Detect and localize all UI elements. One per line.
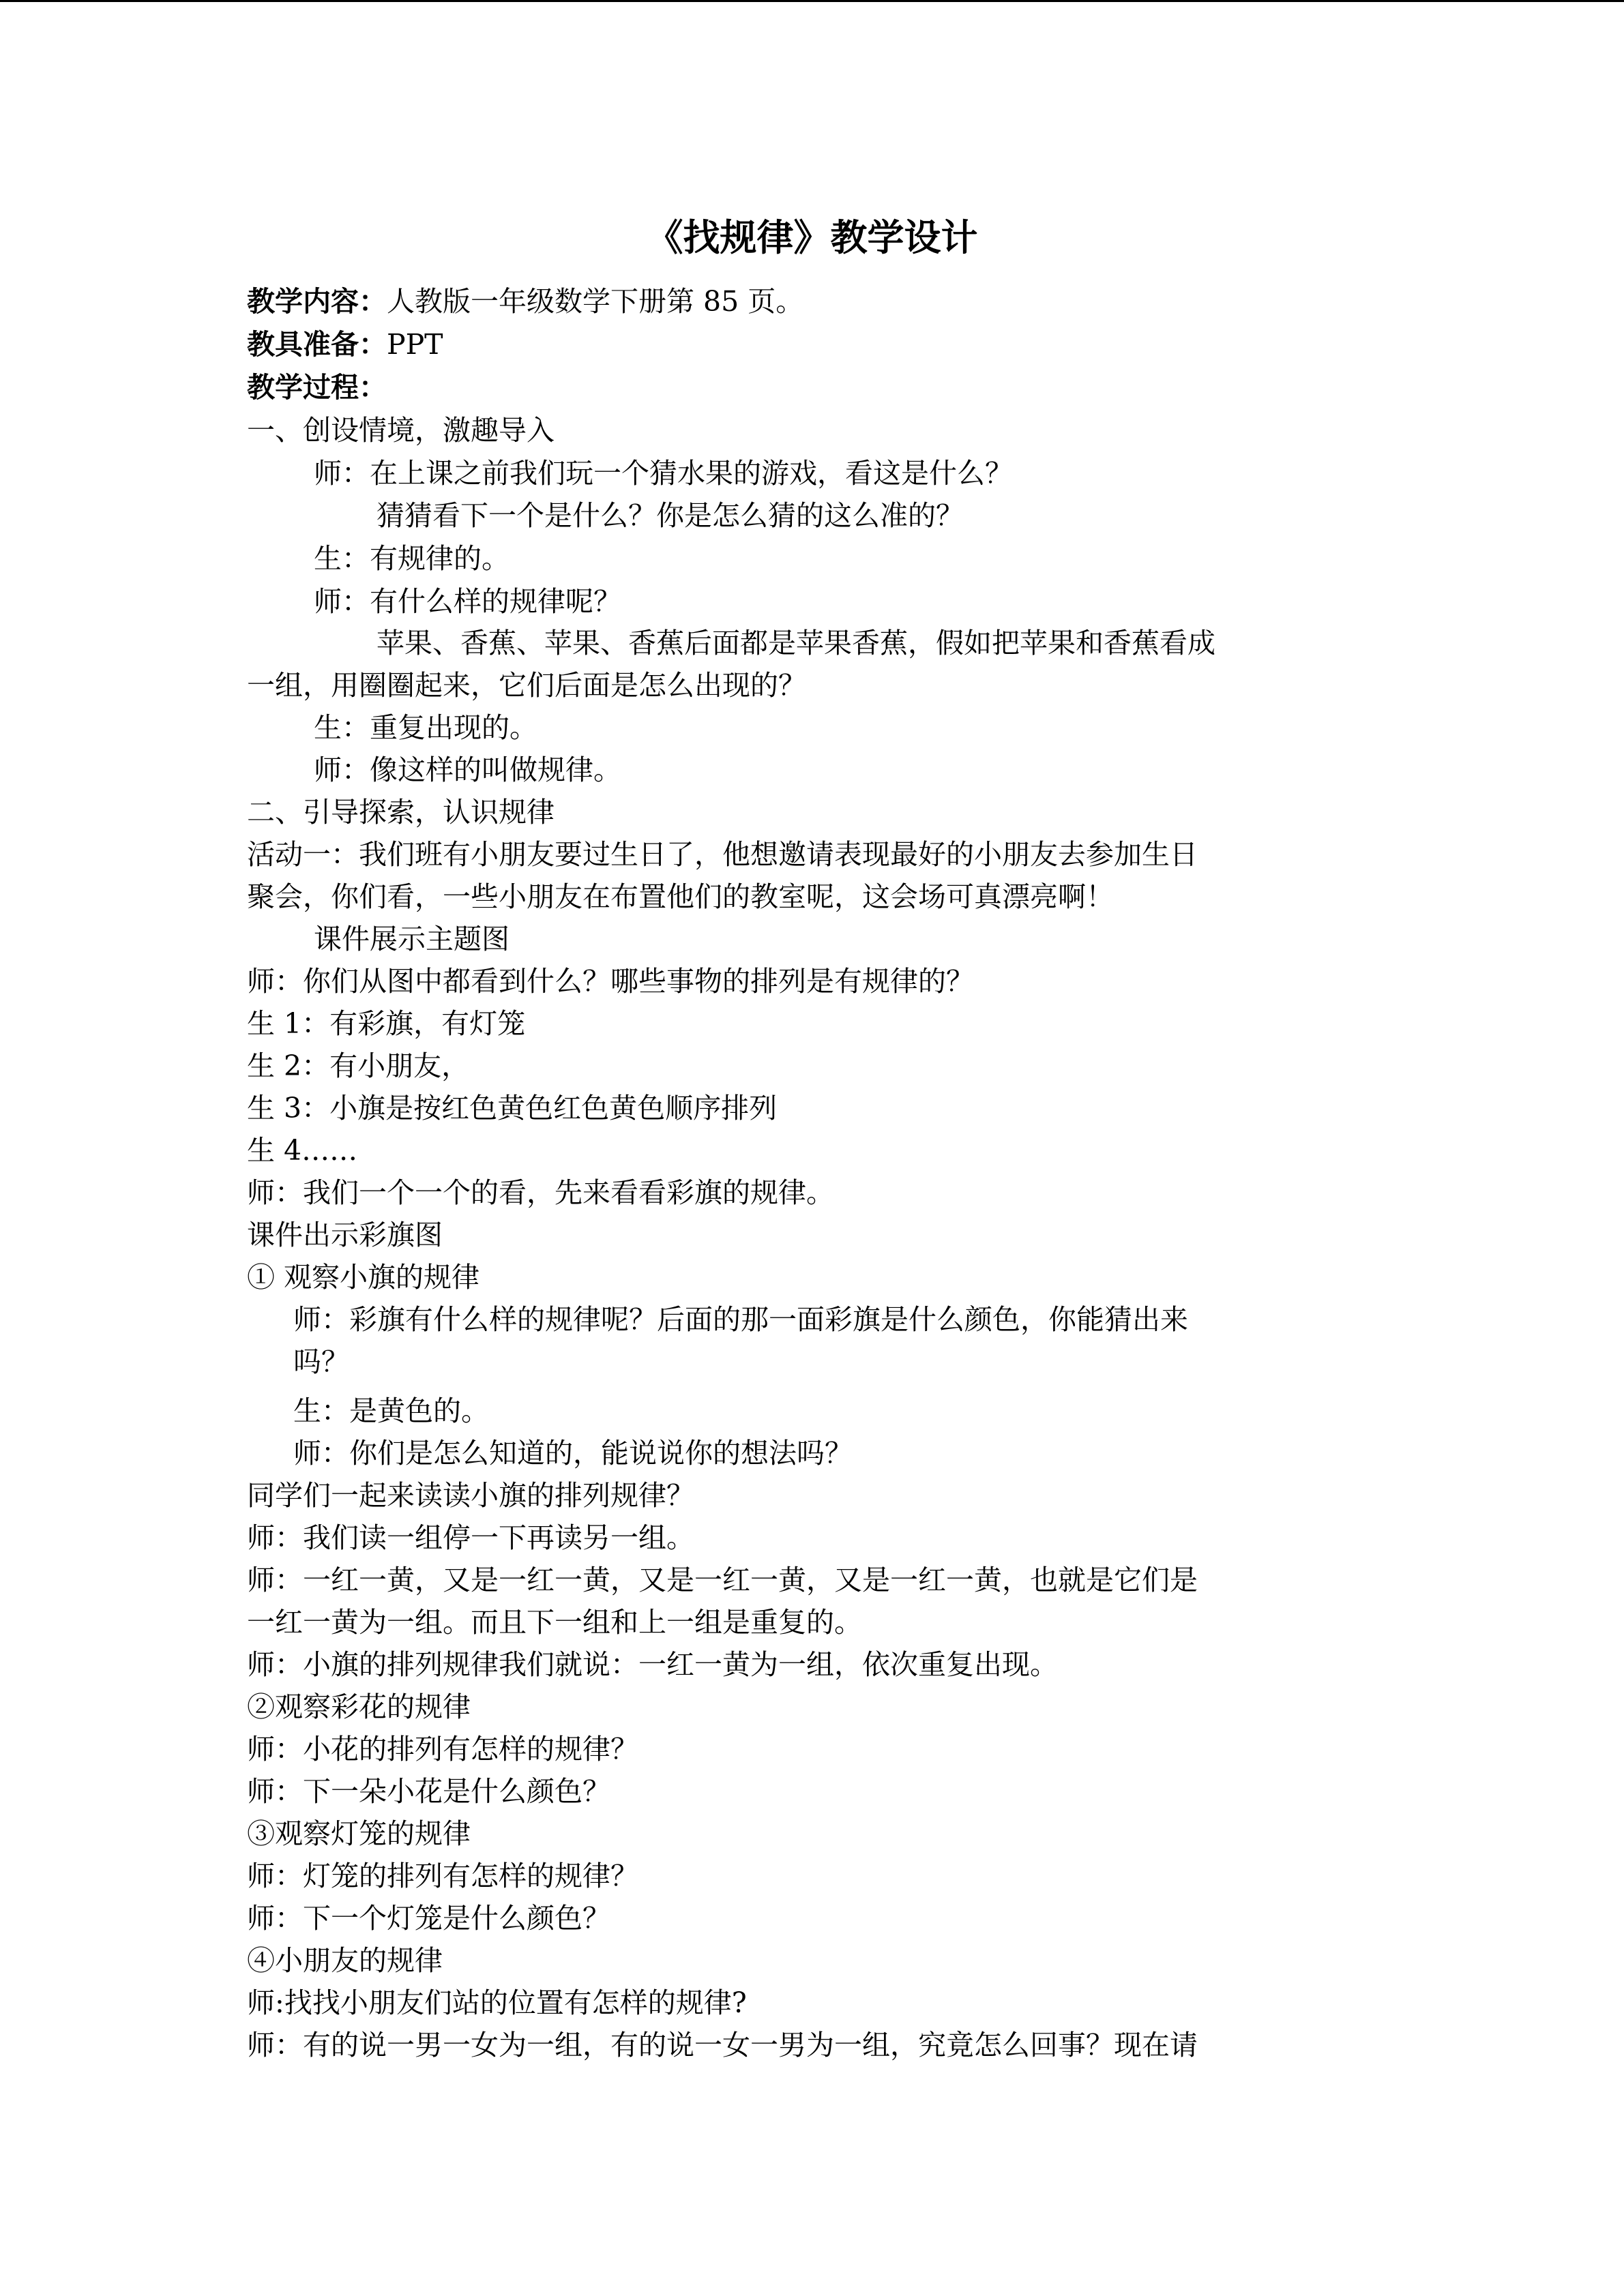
paragraph-line: 师：下一个灯笼是什么颜色？ bbox=[247, 1902, 610, 1935]
paragraph-line: 一组，用圈圈起来，它们后面是怎么出现的？ bbox=[247, 669, 806, 702]
section-heading: 一、创设情境，激趣导入 bbox=[247, 414, 555, 447]
meta-line-process bbox=[247, 367, 387, 408]
subsection-heading: ③观察灯笼的规律 bbox=[247, 1817, 471, 1850]
paragraph-line: 生 1：有彩旗，有灯笼 bbox=[247, 1007, 526, 1040]
meta-label: 教学过程： bbox=[247, 371, 387, 404]
paragraph-line: 师：有的说一男一女为一组，有的说一女一男为一组，究竟怎么回事？现在请 bbox=[247, 2029, 1198, 2061]
meta-label: 教具准备： bbox=[247, 328, 387, 361]
paragraph-line: 师：有什么样的规律呢？ bbox=[314, 585, 621, 618]
paragraph-line: 师：小旗的排列规律我们就说：一红一黄为一组，依次重复出现。 bbox=[247, 1648, 1058, 1681]
subsection-heading: ④小朋友的规律 bbox=[247, 1944, 443, 1977]
meta-line-tools bbox=[247, 324, 443, 365]
paragraph-line: 吗？ bbox=[293, 1345, 349, 1378]
paragraph-line: 师：小花的排列有怎样的规律？ bbox=[247, 1733, 638, 1765]
paragraph-line: 聚会，你们看，一些小朋友在布置他们的教室呢，这会场可真漂亮啊！ bbox=[247, 880, 1114, 913]
paragraph-line: 师：你们是怎么知道的，能说说你的想法吗？ bbox=[293, 1437, 853, 1470]
paragraph-line: 师：一红一黄，又是一红一黄，又是一红一黄，又是一红一黄，也就是它们是 bbox=[247, 1564, 1198, 1596]
meta-label: 教学内容： bbox=[247, 285, 387, 318]
paragraph-line: 生 3：小旗是按红色黄色红色黄色顺序排列 bbox=[247, 1092, 778, 1124]
paragraph-line: 师:找找小朋友们站的位置有怎样的规律? bbox=[247, 1986, 747, 2019]
paragraph-line: 师：彩旗有什么样的规律呢？后面的那一面彩旗是什么颜色，你能猜出来 bbox=[293, 1303, 1188, 1336]
paragraph-line: 生：重复出现的。 bbox=[314, 711, 537, 744]
paragraph-line: 猜猜看下一个是什么？你是怎么猜的这么准的？ bbox=[377, 499, 964, 532]
meta-line-content bbox=[247, 281, 803, 322]
paragraph-line: 师：我们读一组停一下再读另一组。 bbox=[247, 1521, 694, 1554]
meta-value: 人教版一年级数学下册第 85 页。 bbox=[387, 285, 804, 318]
section-heading: 二、引导探索，认识规律 bbox=[247, 796, 555, 829]
paragraph-line: 师：下一朵小花是什么颜色？ bbox=[247, 1775, 610, 1808]
top-border-line bbox=[0, 0, 1624, 2]
paragraph-line: 生 2：有小朋友， bbox=[247, 1049, 470, 1082]
paragraph-line: 生：有规律的。 bbox=[314, 542, 510, 575]
document-title: 《找规律》教学设计 bbox=[646, 215, 978, 259]
paragraph-line: 一红一黄为一组。而且下一组和上一组是重复的。 bbox=[247, 1606, 862, 1639]
subsection-heading: ②观察彩花的规律 bbox=[247, 1690, 471, 1723]
paragraph-line: 师：灯笼的排列有怎样的规律？ bbox=[247, 1860, 638, 1892]
paragraph-line: 课件出示彩旗图 bbox=[247, 1219, 443, 1251]
paragraph-line: 苹果、香蕉、苹果、香蕉后面都是苹果香蕉，假如把苹果和香蕉看成 bbox=[377, 627, 1215, 659]
paragraph-line: 师：在上课之前我们玩一个猜水果的游戏，看这是什么？ bbox=[314, 457, 1013, 490]
paragraph-line: 同学们一起来读读小旗的排列规律？ bbox=[247, 1479, 694, 1512]
paragraph-line: 生：是黄色的。 bbox=[293, 1395, 489, 1427]
paragraph-line: 师：你们从图中都看到什么？哪些事物的排列是有规律的？ bbox=[247, 965, 974, 998]
paragraph-line: 师：像这样的叫做规律。 bbox=[314, 754, 621, 786]
paragraph-line: 生 4…… bbox=[247, 1134, 358, 1167]
paragraph-line: 活动一：我们班有小朋友要过生日了，他想邀请表现最好的小朋友去参加生日 bbox=[247, 838, 1198, 871]
subsection-heading: ① 观察小旗的规律 bbox=[247, 1261, 480, 1294]
paragraph-line: 师：我们一个一个的看，先来看看彩旗的规律。 bbox=[247, 1176, 834, 1209]
paragraph-line: 课件展示主题图 bbox=[314, 923, 510, 955]
meta-value: PPT bbox=[387, 328, 443, 361]
